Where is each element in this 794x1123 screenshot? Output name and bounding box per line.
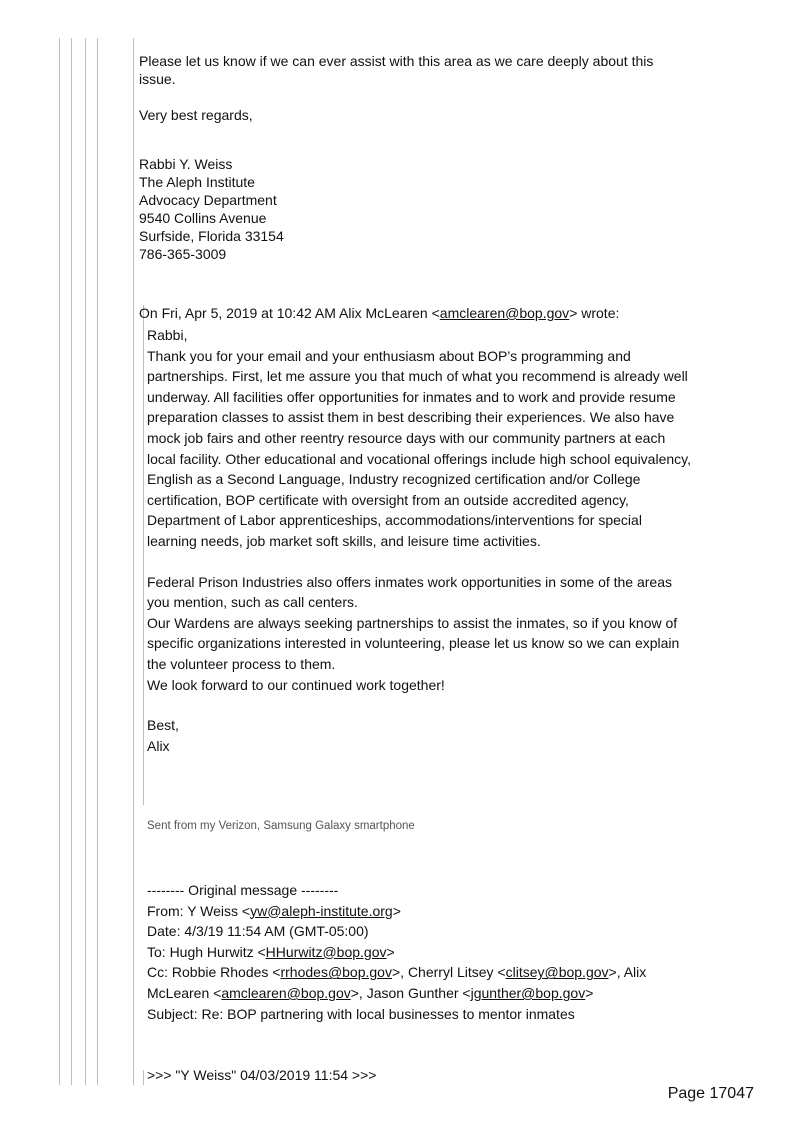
reply-body bbox=[147, 325, 692, 756]
quoted-header: >>> "Y Weiss" 04/03/2019 11:54 >>> bbox=[147, 1067, 377, 1083]
quote-line bbox=[143, 305, 144, 805]
quote-line bbox=[133, 38, 134, 1085]
reply-paragraph: Federal Prison Industries also offers inmates work opportunities in some of the areas you mention, such as call centers. bbox=[147, 573, 672, 611]
signature-name: Rabbi Y. Weiss bbox=[139, 156, 233, 172]
signature-block bbox=[139, 155, 284, 263]
page-number: Page 17047 bbox=[667, 1085, 754, 1102]
reply-paragraph: Our Wardens are always seeking partnerships to assist the inmates, so if you know of specific organizations interested in volunteering, please let us know so we can explain the volunteer process to them. bbox=[147, 614, 680, 672]
email-link[interactable]: amclearen@bop.gov bbox=[439, 305, 570, 321]
original-message bbox=[147, 880, 692, 1024]
reply-best: Best, bbox=[147, 717, 179, 734]
quote-line bbox=[97, 38, 98, 1085]
original-subject: Subject: Re: BOP partnering with local businesses to mentor inmates bbox=[147, 1005, 575, 1022]
quote-line bbox=[71, 38, 72, 1085]
quote-line bbox=[59, 38, 60, 1085]
sent-from-line: Sent from my Verizon, Samsung Galaxy smartphone bbox=[147, 820, 415, 832]
signature-org: The Aleph Institute bbox=[139, 174, 255, 190]
original-from: From: Y Weiss <yw@aleph-institute.org> bbox=[147, 902, 401, 919]
email-link[interactable]: rrhodes@bop.gov bbox=[280, 964, 392, 981]
closing-block bbox=[139, 52, 679, 124]
signature-city: Surfside, Florida 33154 bbox=[139, 228, 284, 244]
reply-header: On Fri, Apr 5, 2019 at 10:42 AM Alix McLearen <amclearen@bop.gov> wrote: bbox=[139, 305, 620, 321]
email-link[interactable]: clitsey@bop.gov bbox=[505, 964, 609, 981]
original-divider: -------- Original message -------- bbox=[147, 882, 339, 898]
reply-paragraph: Thank you for your email and your enthusiasm about BOP’s programming and partnerships. First, let me assure you that much of what you recommend is already well underway. All facilities offer opportunities for inmates and to work and provide resume preparation classes to assist them in best describing their experiences. We also have mock job fairs and other reentry resource days with our community partners at each local facility. Other educational and vocational offerings include high school equivalency, English as a Second Language, Industry recognized certification and/or College certification, BOP certificate with oversight from an outside accredited agency, Department of Labor apprenticeships, accommodations/interventions for special learning needs, job market soft skills, and leisure time activities. bbox=[147, 347, 691, 549]
assist-paragraph: Please let us know if we can ever assist with this area as we care deeply about this issue. bbox=[139, 53, 654, 87]
email-link[interactable]: jgunther@bop.gov bbox=[470, 984, 586, 1001]
signature-street: 9540 Collins Avenue bbox=[139, 210, 267, 226]
quote-line bbox=[143, 1070, 144, 1085]
regards-line: Very best regards, bbox=[139, 107, 253, 123]
email-link[interactable]: yw@aleph-institute.org bbox=[250, 902, 393, 919]
signature-dept: Advocacy Department bbox=[139, 192, 277, 208]
signature-phone: 786-365-3009 bbox=[139, 246, 227, 262]
email-link[interactable]: amclearen@bop.gov bbox=[221, 984, 351, 1001]
reply-name: Alix bbox=[147, 737, 170, 754]
quote-line bbox=[85, 38, 86, 1085]
original-to: To: Hugh Hurwitz <HHurwitz@bop.gov> bbox=[147, 943, 395, 960]
original-date: Date: 4/3/19 11:54 AM (GMT-05:00) bbox=[147, 923, 369, 940]
reply-paragraph: We look forward to our continued work together! bbox=[147, 676, 445, 693]
reply-greeting: Rabbi, bbox=[147, 327, 188, 343]
email-link[interactable]: HHurwitz@bop.gov bbox=[265, 943, 387, 960]
original-cc: Cc: Robbie Rhodes <rrhodes@bop.gov>, Cherryl Litsey <clitsey@bop.gov>, Alix McLearen <amclearen@bop.gov>, Jason Gunther <jgunther@bop.gov> bbox=[147, 964, 647, 1001]
